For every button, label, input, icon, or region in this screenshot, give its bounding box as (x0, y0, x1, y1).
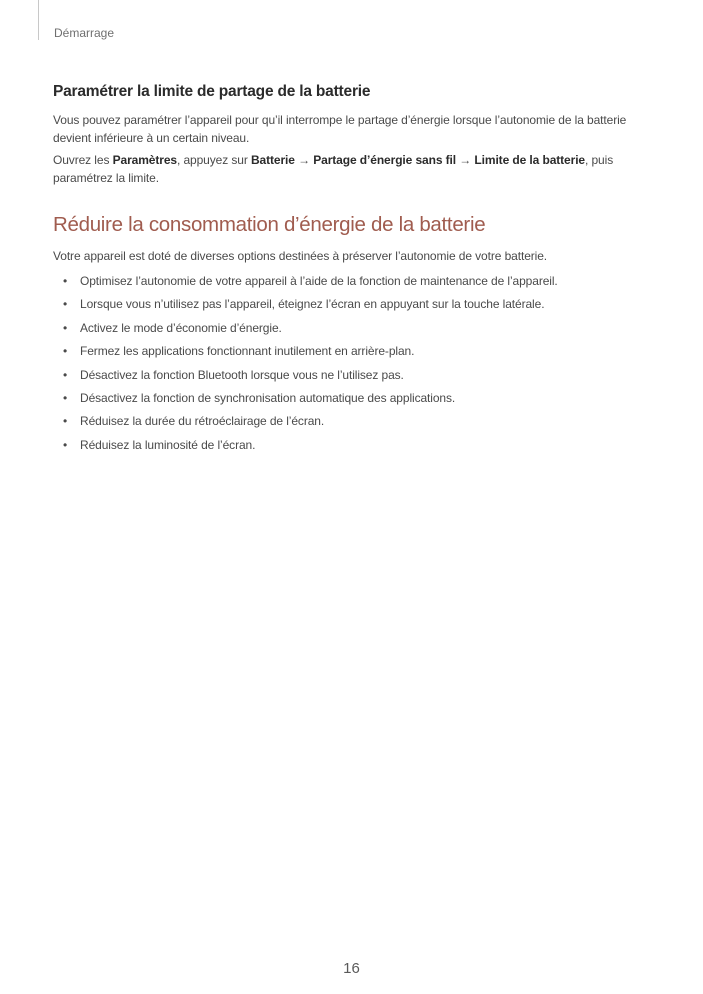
menu-path-wireless-sharing: Partage d’énergie sans fil (313, 153, 457, 167)
list-item: • Réduisez la durée du rétroéclairage de l’écran. (53, 410, 643, 433)
list-item: • Réduisez la luminosité de l’écran. (53, 434, 643, 457)
power-saving-tips-list (53, 270, 643, 457)
list-item: • Désactivez la fonction de synchronisation automatique des applications. (53, 387, 643, 410)
page-number: 16 (343, 960, 360, 977)
menu-path-battery-limit: Limite de la batterie (474, 153, 586, 167)
battery-limit-instruction (53, 151, 643, 187)
instruction-text-2: , appuyez sur (176, 153, 251, 167)
list-item: • Activez le mode d’économie d’énergie. (53, 317, 643, 340)
list-item: • Lorsque vous n’utilisez pas l’appareil, éteignez l’écran en appuyant sur la touche latérale. (53, 293, 643, 316)
list-item: • Optimisez l’autonomie de votre appareil à l’aide de la fonction de maintenance de l’appareil. (53, 270, 643, 293)
page-content (53, 83, 643, 457)
menu-path-battery: Batterie (250, 153, 295, 167)
reduce-consumption-heading: Réduire la consommation d’énergie de la batterie (53, 213, 486, 236)
instruction-text-3: , puis paramétrez la limite. (53, 153, 614, 185)
reduce-consumption-intro: Votre appareil est doté de diverses options destinées à préserver l’autonomie de votre batterie. (53, 249, 548, 263)
running-header-label: Démarrage (54, 26, 115, 40)
list-item: • Fermez les applications fonctionnant inutilement en arrière-plan. (53, 340, 643, 363)
battery-limit-heading: Paramétrer la limite de partage de la batterie (53, 83, 371, 100)
running-header (38, 0, 115, 40)
list-item: • Désactivez la fonction Bluetooth lorsque vous ne l’utilisez pas. (53, 364, 643, 387)
menu-path-arrow-1: → (294, 153, 314, 167)
battery-limit-intro: Vous pouvez paramétrer l’appareil pour qu’il interrompe le partage d’énergie lorsque l’autonomie de la batterie devient inférieure à un certain niveau. (53, 113, 627, 145)
menu-path-arrow-2: → (456, 153, 475, 167)
instruction-text-1: Ouvrez les (53, 153, 113, 167)
menu-path-settings: Paramètres (112, 153, 177, 167)
